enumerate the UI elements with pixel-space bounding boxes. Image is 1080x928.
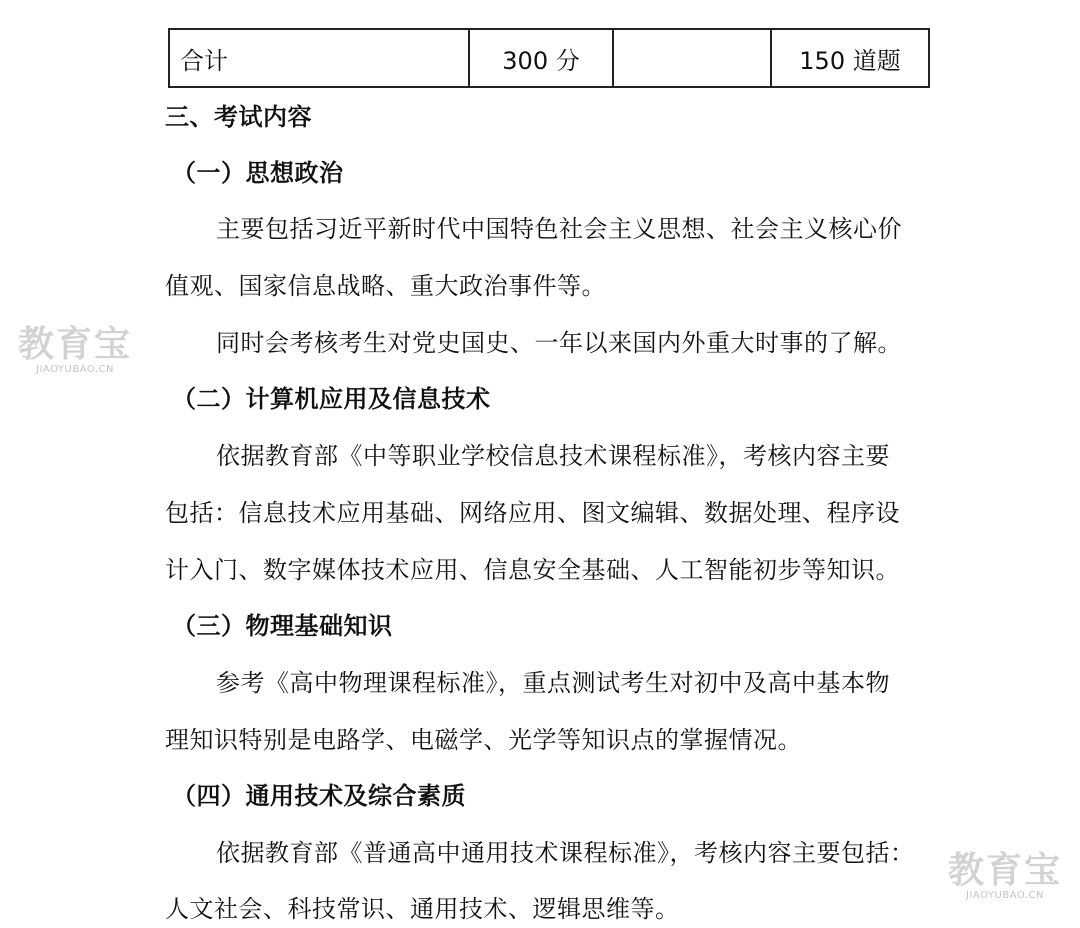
watermark-domain: JIAOYUBAO.CN [36,364,114,375]
table-cell-empty [613,29,771,87]
table-row [169,29,929,87]
paragraph-line: 值观、国家信息战略、重大政治事件等。 [165,272,606,300]
section-heading-politics: （一）思想政治 [172,159,344,187]
score-summary-table [168,28,930,88]
paragraph-line: 参考《高中物理课程标准》，重点测试考生对初中及高中基本物 [216,669,890,697]
section-heading-general-tech: （四）通用技术及综合素质 [172,782,466,810]
paragraph-line: 计入门、数字媒体技术应用、信息安全基础、人工智能初步等知识。 [165,556,900,584]
paragraph-line: 人文社会、科技常识、通用技术、逻辑思维等。 [165,895,680,923]
watermark-brand: 教育宝 [17,324,132,365]
paragraph-line: 依据教育部《普通高中通用技术课程标准》，考核内容主要包括： [216,839,915,867]
watermark-logo [16,326,134,376]
table-cell-total-label: 合计 [169,29,469,87]
table-cell-question-count: 150 道题 [771,29,929,87]
paragraph-line: 主要包括习近平新时代中国特色社会主义思想、社会主义核心价 [216,215,902,243]
watermark-logo [946,852,1064,902]
section-heading-computer: （二）计算机应用及信息技术 [172,385,491,413]
paragraph-line: 依据教育部《中等职业学校信息技术课程标准》，考核内容主要 [216,442,890,470]
watermark-brand: 教育宝 [947,850,1062,891]
paragraph-line: 理知识特别是电路学、电磁学、光学等知识点的掌握情况。 [165,726,802,754]
watermark-domain: JIAOYUBAO.CN [966,890,1044,901]
table-cell-score: 300 分 [469,29,613,87]
paragraph-line: 包括：信息技术应用基础、网络应用、图文编辑、数据处理、程序设 [165,499,900,527]
section-heading-physics: （三）物理基础知识 [172,612,393,640]
section-title: 三、考试内容 [165,103,312,131]
paragraph-line: 同时会考核考生对党史国史、一年以来国内外重大时事的了解。 [216,329,902,357]
